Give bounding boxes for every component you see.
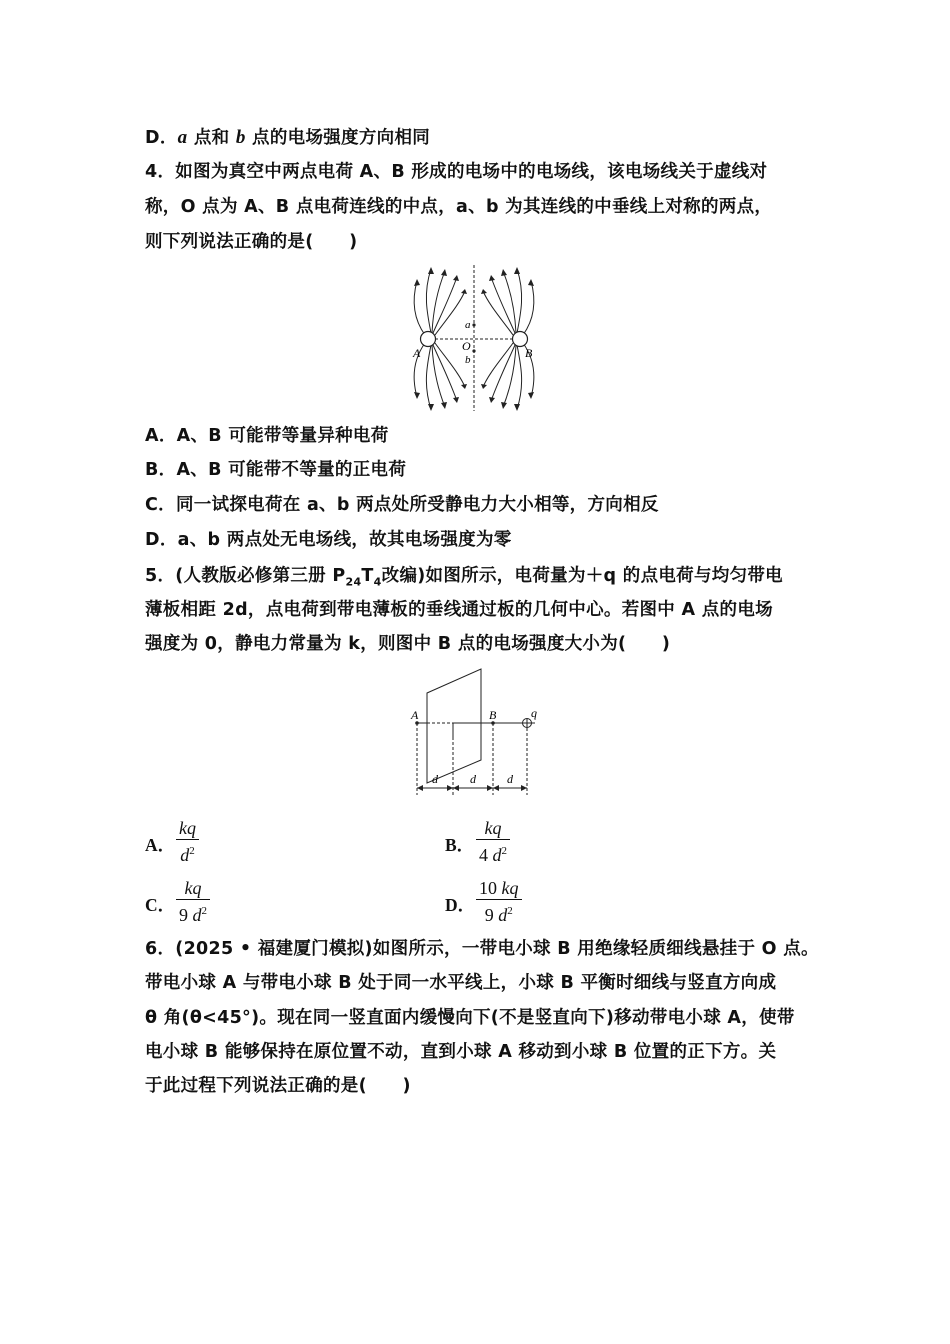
label-a: a — [465, 319, 471, 331]
option-label: D． — [145, 530, 178, 550]
option-label: B． — [445, 835, 475, 855]
question-source: T — [361, 566, 374, 586]
q5-stem-line3: 强度为 0，静电力常量为 k，则图中 B 点的电场强度大小为( ) — [145, 634, 671, 654]
label-d2: d — [470, 772, 476, 786]
den-coef: 9 — [484, 905, 494, 925]
var-b: b — [235, 127, 246, 148]
numerator: kq — [179, 818, 196, 838]
option-text: A、B 可能带不等量的正电荷 — [176, 460, 407, 480]
num-var: kq — [501, 878, 519, 898]
q6-stem-line5: 于此过程下列说法正确的是( ) — [145, 1076, 411, 1096]
option-text: A、B 可能带等量异种电荷 — [176, 426, 389, 446]
q4-field-line-figure — [405, 263, 545, 413]
den-var: d — [492, 845, 502, 865]
q4-stem-line2: 称，O 点为 A、B 点电荷连线的中点，a、b 为其连线的中垂线上对称的两点， — [145, 197, 773, 217]
option-label: C． — [145, 895, 176, 915]
label-A: A — [411, 708, 419, 722]
den-var: d — [192, 905, 202, 925]
point-b-dot — [472, 349, 475, 352]
q6-text: 如图所示，一带电小球 B 用绝缘轻质细线悬挂于 O 点。 — [372, 939, 819, 959]
q5-plate-figure — [405, 665, 555, 805]
q6-stem-line1 — [145, 937, 819, 961]
numerator: kq — [184, 878, 202, 898]
option-label: A． — [145, 835, 176, 855]
numerator: kq — [484, 818, 502, 838]
label-d3: d — [507, 772, 513, 786]
den-var: d — [180, 845, 190, 865]
option-text: 同一试探电荷在 a、b 两点处所受静电力大小相等，方向相反 — [175, 495, 659, 515]
q5-text: 如图所示，电荷量为＋q 的点电荷与均匀带电 — [425, 566, 783, 586]
den-coef: 4 — [479, 845, 488, 865]
option-label: B． — [145, 460, 177, 480]
q4-stem-line3: 则下列说法正确的是( ) — [145, 232, 358, 252]
fraction — [176, 817, 199, 866]
q6-stem-line2: 带电小球 A 与带电小球 B 处于同一水平线上，小球 B 平衡时细线与竖直方向成 — [145, 973, 777, 993]
question-number: 5． — [145, 566, 176, 586]
exponent: 2 — [189, 845, 195, 857]
q4-stem-line1 — [145, 160, 767, 184]
q6-stem-line4: 电小球 B 能够保持在原位置不动，直到小球 A 移动到小球 B 位置的正下方。关 — [145, 1042, 777, 1062]
q5-stem-line1 — [145, 564, 783, 595]
q5-stem-line2: 薄板相距 2d，点电荷到带电薄板的垂线通过板的几何中心。若图中 A 点的电场 — [145, 600, 773, 620]
q6-stem-line3: θ 角(θ<45°)。现在同一竖直面内缓慢向下(不是竖直向下)移动带电小球 A，使带 — [145, 1008, 795, 1028]
exponent: 2 — [501, 845, 507, 857]
exponent: 2 — [201, 905, 207, 917]
source-subscript: 4 — [373, 575, 382, 589]
q3-option-d — [145, 126, 430, 150]
label-q: q — [531, 706, 537, 720]
fraction — [476, 817, 510, 866]
charge-a-circle — [421, 332, 436, 347]
charge-b-circle — [513, 332, 528, 347]
q4-option-d[interactable] — [145, 528, 512, 552]
den-coef: 9 — [179, 905, 188, 925]
denominator — [177, 840, 198, 866]
denominator — [482, 900, 516, 926]
label-d1: d — [432, 772, 438, 786]
question-source: 改编) — [381, 566, 426, 586]
label-A: A — [413, 346, 421, 360]
option-label: C． — [145, 495, 176, 515]
option-label: D． — [445, 895, 476, 915]
denominator — [476, 840, 510, 866]
q4-option-c[interactable] — [145, 493, 659, 517]
option-text: a、b 两点处无电场线，故其电场强度为零 — [177, 530, 512, 550]
question-source: (2025 • 福建厦门模拟) — [175, 939, 373, 959]
denominator — [176, 900, 210, 926]
question-source: (人教版必修第三册 P — [175, 566, 346, 586]
charged-plate — [427, 669, 481, 783]
label-O: O — [462, 339, 471, 353]
option-label: D． — [145, 128, 178, 148]
label-b: b — [465, 354, 471, 366]
question-number: 4． — [145, 162, 176, 182]
source-subscript: 24 — [345, 575, 362, 589]
var-a: a — [177, 127, 188, 148]
question-number: 6． — [145, 939, 176, 959]
numerator — [476, 877, 522, 899]
label-B: B — [489, 708, 497, 722]
den-var: d — [498, 905, 508, 925]
fraction — [476, 877, 522, 926]
exponent: 2 — [507, 905, 513, 917]
label-B: B — [525, 346, 533, 360]
option-text: 点和 — [187, 128, 236, 148]
option-text: 点的电场强度方向相同 — [245, 128, 431, 148]
option-label: A． — [145, 426, 177, 446]
q4-option-b[interactable] — [145, 458, 406, 482]
q4-option-a[interactable] — [145, 424, 389, 448]
fraction — [176, 877, 210, 926]
num-coef: 10 — [479, 878, 497, 898]
point-a-dot — [472, 323, 475, 326]
q4-text: 如图为真空中两点电荷 A、B 形成的电场中的电场线，该电场线关于虚线对 — [175, 162, 768, 182]
